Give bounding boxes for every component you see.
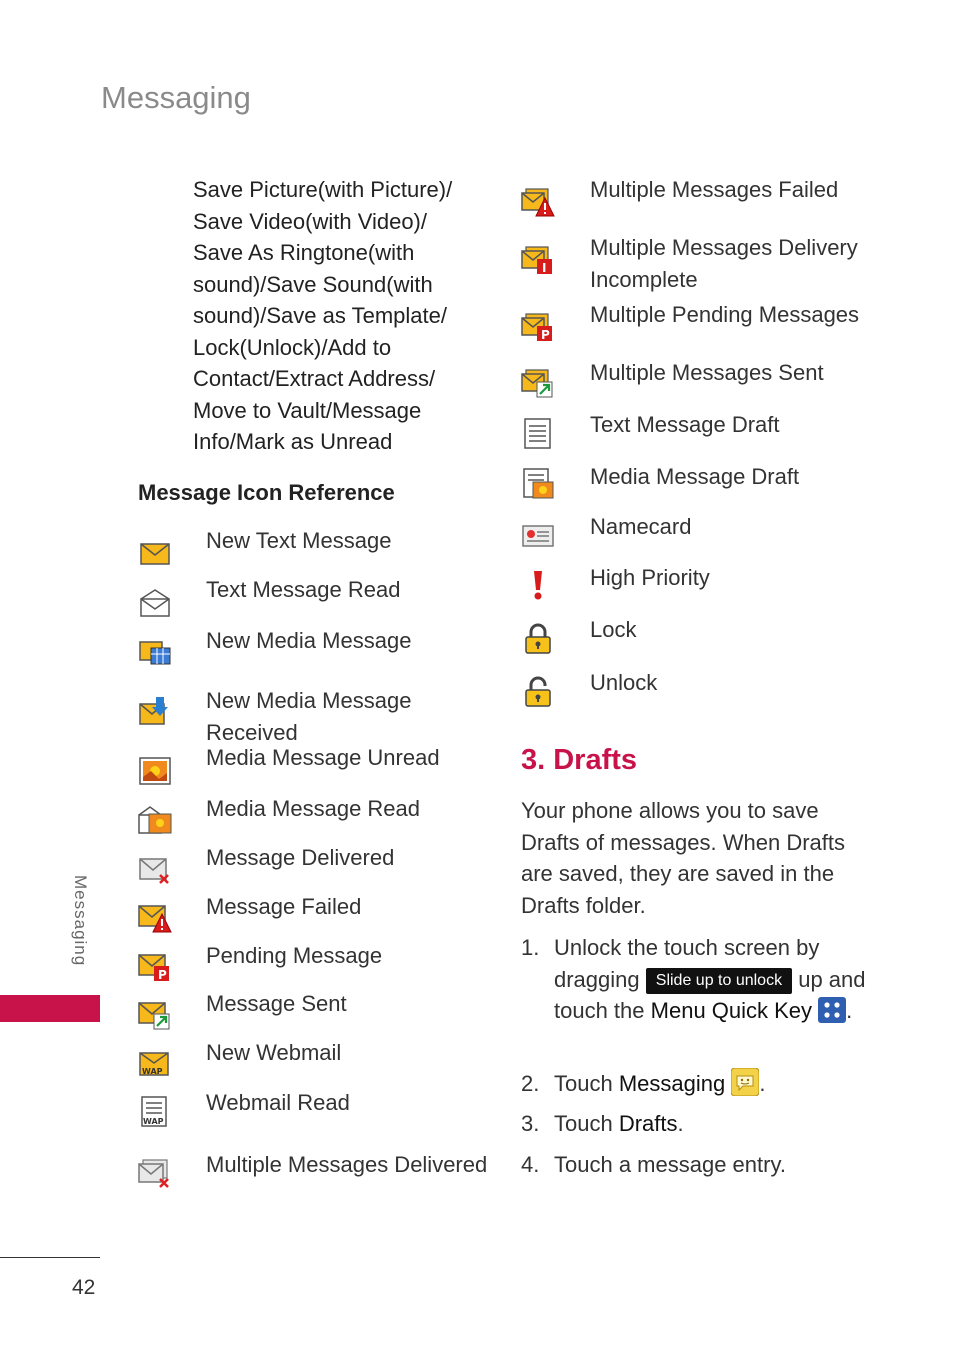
pending-icon	[138, 953, 172, 983]
icon-ref-label: Multiple Pending Messages	[590, 302, 860, 327]
multi-pending-icon	[521, 313, 555, 343]
icon-ref-label: New Webmail	[206, 1040, 342, 1065]
intro-line: Move to Vault/Message	[193, 397, 422, 423]
icon-ref-label: Multiple Messages Failed	[590, 177, 839, 202]
step-text	[554, 1068, 884, 1105]
icon-ref-label: Message Failed	[206, 894, 362, 919]
icon-ref-label: High Priority	[590, 565, 710, 590]
intro-line: Lock(Unlock)/Add to	[193, 334, 392, 360]
svg-text:I: I	[542, 261, 547, 275]
svg-text:WAP: WAP	[143, 1117, 164, 1126]
intro-line: sound)/Save Sound(with	[193, 271, 433, 297]
icon-ref-label: Lock	[590, 617, 637, 642]
icon-ref-label: Unlock	[590, 670, 658, 695]
intro-line: Save Picture(with Picture)/	[193, 177, 453, 202]
multi-incomplete-icon	[521, 246, 555, 276]
icon-ref-label: Text Message Read	[206, 577, 401, 602]
step-text-part: up and touch the	[554, 966, 866, 1023]
icon-ref-label: New Media Message	[206, 628, 412, 653]
icon-ref-label: Text Message Draft	[590, 412, 780, 437]
slide-up-to-unlock-badge: Slide up to unlock	[646, 968, 792, 994]
intro-line: sound)/Save as Template/	[193, 303, 447, 328]
multi-delivered-icon	[138, 1159, 172, 1189]
menu-quick-key-icon	[818, 997, 846, 1032]
svg-text:P: P	[541, 328, 550, 342]
step-text	[554, 1108, 884, 1140]
lock-icon	[521, 624, 555, 654]
footer-rule	[0, 1257, 100, 1258]
multi-failed-icon	[521, 188, 555, 218]
icon-ref-label: Message Sent	[206, 991, 347, 1016]
webmail-read-icon	[138, 1097, 172, 1127]
media-draft-icon	[521, 469, 555, 499]
page-number: 42	[72, 1276, 96, 1299]
menu-quick-key-label: Menu Quick Key	[650, 998, 813, 1023]
media-new-icon	[138, 637, 172, 667]
webmail-new-icon	[138, 1050, 172, 1080]
step-number: 3.	[521, 1111, 540, 1136]
step-text: Touch a message entry.	[554, 1152, 786, 1177]
drafts-description: Your phone allows you to save Drafts of messages. When Drafts are saved, they are saved in the Drafts folder.	[521, 798, 845, 918]
unlock-icon	[521, 677, 555, 707]
step-text	[554, 932, 884, 1032]
step-number: 1.	[521, 935, 540, 960]
failed-icon	[138, 904, 172, 934]
multi-sent-icon	[521, 369, 555, 399]
intro-line: Save Video(with Video)/	[193, 208, 427, 234]
icon-ref-label: Namecard	[590, 514, 692, 539]
sent-icon	[138, 1001, 172, 1031]
intro-line: Info/Mark as Unread	[193, 429, 393, 454]
step-number: 4.	[521, 1152, 540, 1177]
icon-ref-label: Media Message Read	[206, 796, 421, 821]
step-number: 2.	[521, 1071, 540, 1096]
media-received-icon	[138, 697, 172, 727]
icon-reference-heading: Message Icon Reference	[138, 480, 395, 505]
icon-ref-label: Multiple Messages Delivered	[206, 1152, 488, 1177]
step-text-part: Touch	[554, 1111, 613, 1136]
icon-ref-label: Multiple Messages Sent	[590, 360, 824, 385]
svg-text:WAP: WAP	[142, 1067, 163, 1076]
icon-ref-label: Media Message Draft	[590, 464, 800, 489]
envelope-open-icon	[138, 588, 172, 618]
icon-ref-label: Webmail Read	[206, 1090, 350, 1115]
icon-ref-label: New Text Message	[206, 528, 392, 553]
icon-ref-label: Pending Message	[206, 943, 383, 968]
icon-ref-label: Media Message Unread	[206, 745, 440, 770]
intro-line: Contact/Extract Address/	[193, 366, 436, 391]
icon-ref-label: Message Delivered	[206, 845, 395, 870]
icon-ref-label: New Media Message Received	[206, 688, 412, 745]
step-text-part: .	[677, 1111, 684, 1136]
page-title: Messaging	[101, 80, 251, 115]
namecard-icon	[521, 521, 555, 551]
intro-text	[193, 174, 493, 458]
text-draft-icon	[521, 419, 555, 449]
messaging-label: Messaging	[618, 1071, 726, 1096]
media-unread-icon	[138, 756, 172, 786]
svg-text:P: P	[158, 968, 167, 982]
side-tab-label: Messaging	[71, 875, 90, 967]
messaging-app-icon	[731, 1068, 759, 1105]
icon-ref-label: Multiple Messages Delivery Incomplete	[590, 235, 858, 292]
high-priority-icon	[521, 570, 555, 600]
drafts-heading: 3. Drafts	[521, 744, 638, 776]
step-text-part: .	[759, 1071, 766, 1096]
step-text-part: Unlock the touch screen by dragging	[554, 935, 820, 992]
intro-line: Save As Ringtone(with	[193, 240, 415, 265]
step-text-part: .	[846, 998, 853, 1023]
step-text-part: Touch	[554, 1071, 613, 1096]
media-read-icon	[138, 805, 172, 835]
drafts-label: Drafts	[618, 1111, 678, 1136]
side-tab-bar	[0, 995, 100, 1022]
delivered-icon	[138, 856, 172, 886]
envelope-new-icon	[138, 539, 172, 569]
